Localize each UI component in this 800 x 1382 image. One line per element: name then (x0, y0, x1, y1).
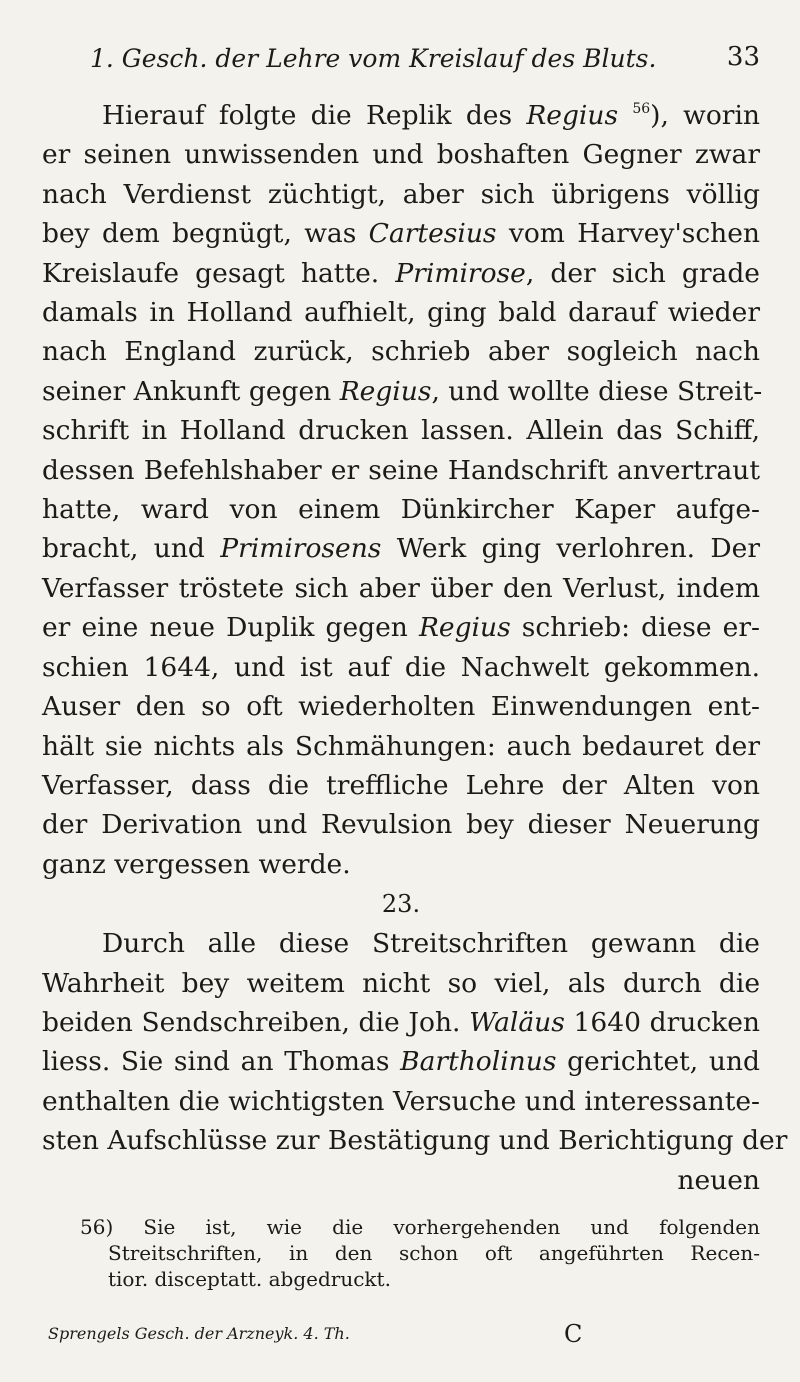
printer-signature (48, 1322, 760, 1352)
text-line: nach Verdienst züchtigt, aber sich übrigens völlig (42, 178, 760, 210)
footnote-line: tior. disceptatt. abgedruckt. (108, 1267, 391, 1291)
text-line: Auser den so oft wiederholten Einwendungen ent- (42, 691, 760, 723)
text-line: Wahrheit bey weitem nicht so viel, als durch die (42, 967, 760, 999)
footnote-line: 56) Sie ist, wie die vorhergehenden und folgenden (80, 1215, 760, 1239)
text-line: dessen Befehlshaber er seine Handschrift anvertraut (42, 454, 760, 486)
text-line: liess. Sie sind an Thomas Bartholinus gerichtet, und (42, 1046, 760, 1078)
catchword: neuen (677, 1164, 760, 1196)
text-line: Hierauf folgte die Replik des Regius $^{56}$), worin (102, 100, 760, 131)
text-line: sten Aufschlüsse zur Bestätigung und Berichtigung der (42, 1125, 788, 1157)
text-line: schrift in Holland drucken lassen. Allein das Schiff, (42, 415, 760, 447)
footnote-ref[interactable]: 56 (632, 101, 651, 117)
text-line: er seinen unwissenden und boshaften Gegner zwar (42, 139, 760, 171)
text-line: damals in Holland aufhielt, ging bald darauf wieder (42, 297, 760, 329)
footnote-line: Streitschriften, in den schon oft angeführten Recen- (108, 1241, 760, 1265)
text-line: bracht, und Primirosens Werk ging verlohren. Der (42, 533, 761, 565)
page-number: 33 (726, 42, 760, 72)
paragraph-1 (42, 96, 763, 884)
text-line: der Derivation und Revulsion bey dieser Neuerung (42, 809, 760, 841)
text-line: beiden Sendschreiben, die Joh. Waläus 1640 drucken (42, 1006, 760, 1038)
page-header (80, 38, 760, 78)
text-line: er eine neue Duplik gegen Regius schrieb: diese er- (42, 612, 760, 644)
text-line: Verfasser, dass die treffliche Lehre der Alten von (42, 769, 760, 801)
running-head: 1. Gesch. der Lehre vom Kreislauf des Bluts. (90, 44, 657, 73)
text-line: bey dem begnügt, was Cartesius vom Harvey'schen (42, 218, 760, 250)
text-line: hält sie nichts als Schmähungen: auch bedauret der (42, 730, 760, 762)
text-line: Durch alle diese Streitschriften gewann die (102, 928, 760, 960)
text-line: nach England zurück, schrieb aber sogleich nach (42, 336, 760, 368)
page-body (42, 96, 788, 1200)
text-line: seiner Ankunft gegen Regius, und wollte diese Streit- (42, 375, 763, 407)
text-line: Kreislaufe gesagt hatte. Primirose, der sich grade (42, 257, 760, 289)
text-line: enthalten die wichtigsten Versuche und interessante- (42, 1085, 760, 1117)
text-line: ganz vergessen werde. (42, 848, 351, 880)
text-line: Verfasser tröstete sich aber über den Verlust, indem (42, 572, 760, 604)
text-line: schien 1644, und ist auf die Nachwelt gekommen. (42, 651, 760, 683)
section-number: 23. (381, 890, 421, 919)
text-line: hatte, ward von einem Dünkircher Kaper aufge- (42, 494, 760, 526)
paragraph-2 (42, 924, 788, 1200)
signature-text: Sprengels Gesch. der Arzneyk. 4. Th. (48, 1324, 350, 1343)
footnote (80, 1214, 760, 1292)
signature-letter: C (564, 1320, 583, 1348)
